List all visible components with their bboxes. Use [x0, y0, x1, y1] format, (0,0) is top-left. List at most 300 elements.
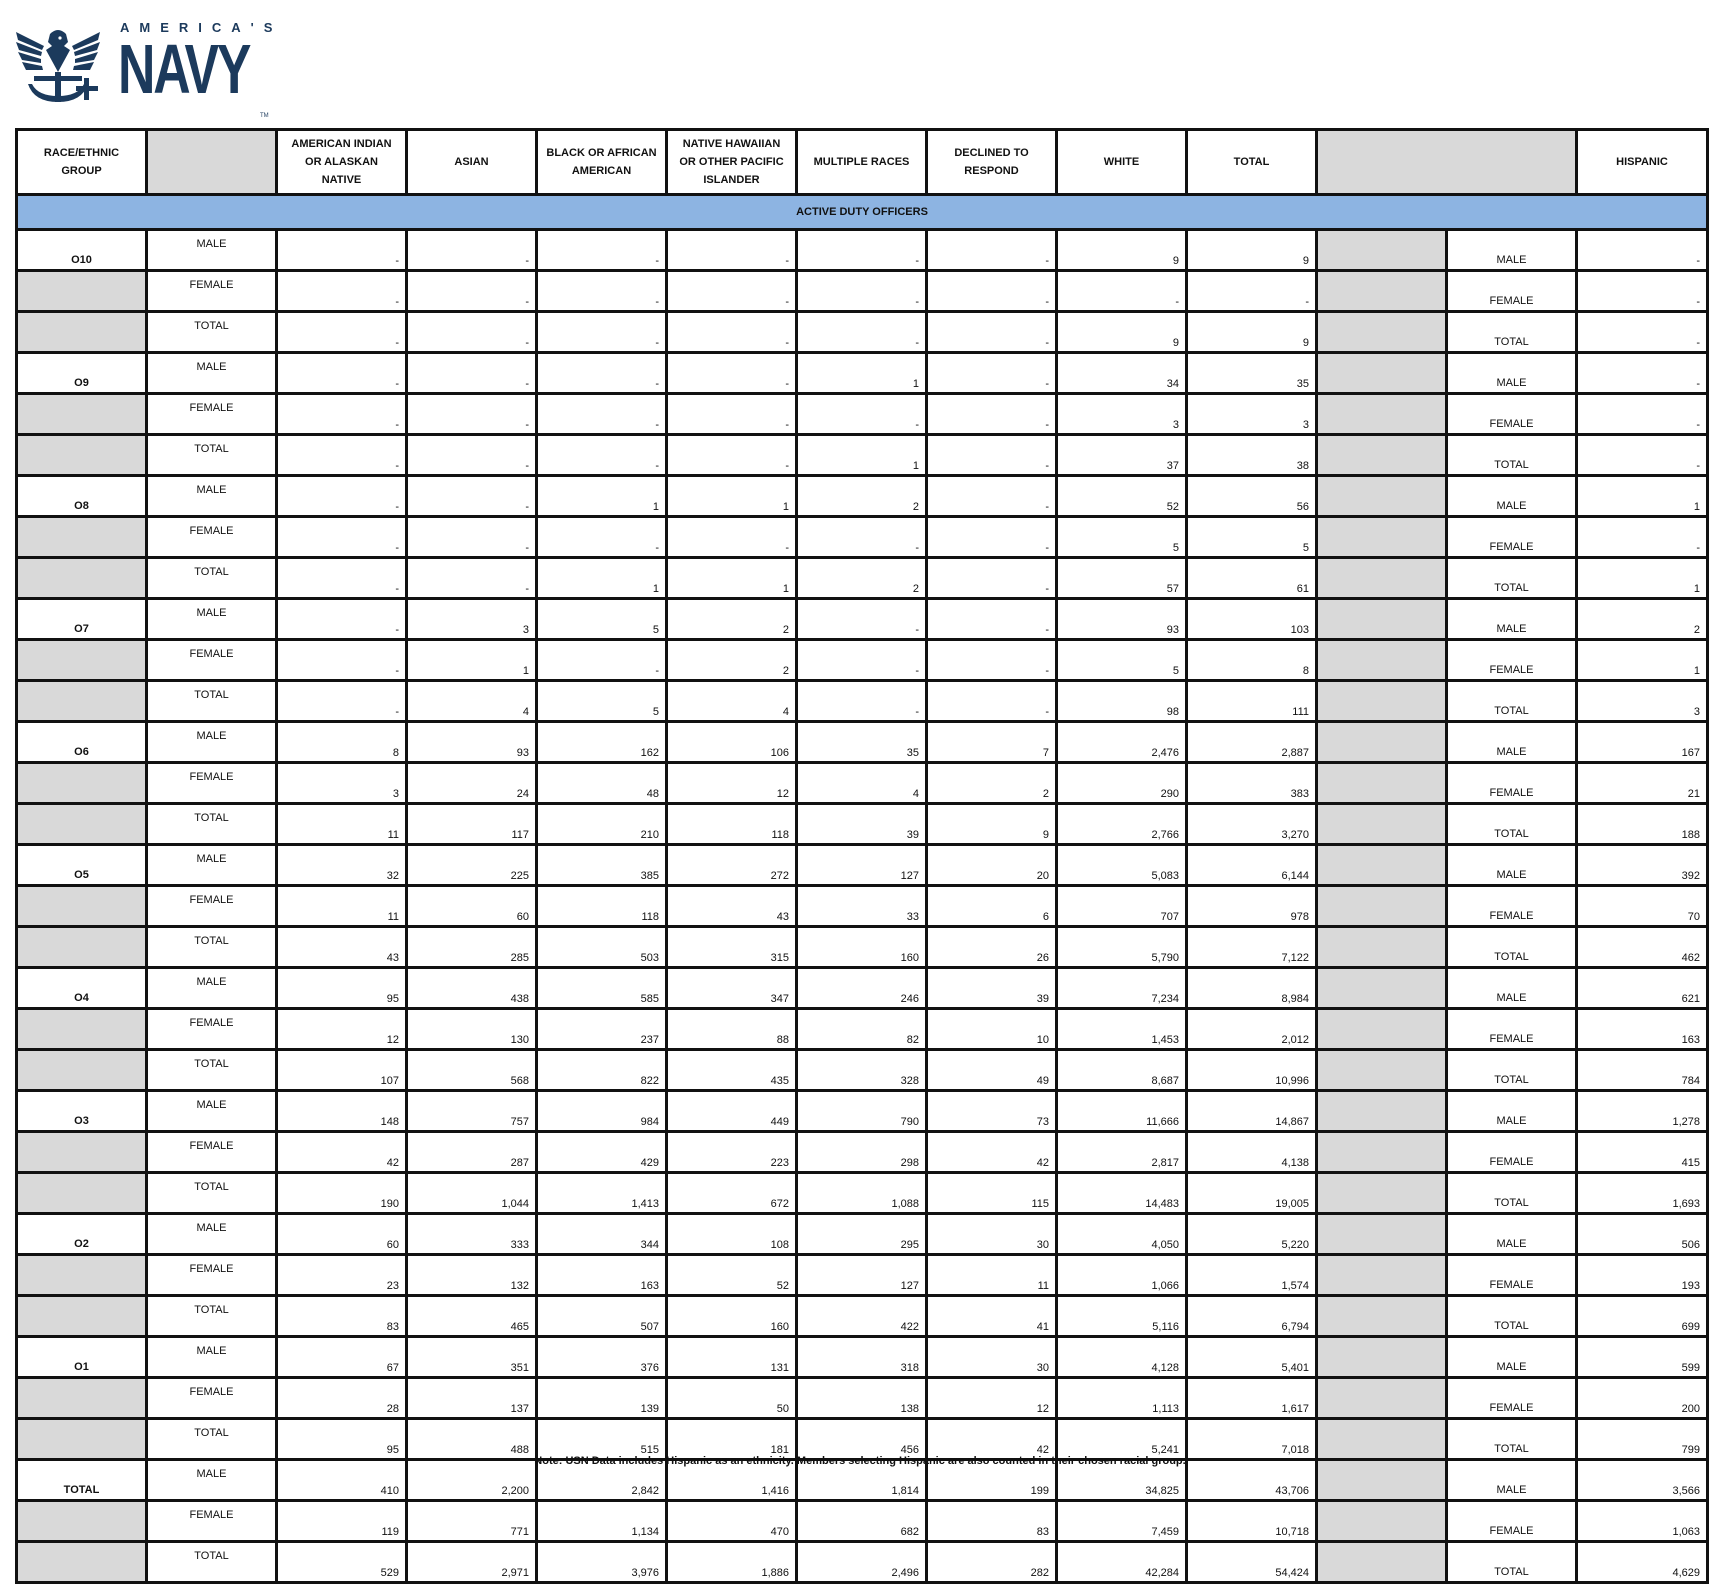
hispanic-sex-cell: FEMALE — [1447, 1501, 1577, 1542]
spacer-blank-cell — [1317, 1255, 1447, 1296]
hispanic-value-cell: 4,629 — [1577, 1542, 1708, 1583]
spacer-blank-cell — [1317, 599, 1447, 640]
sex-cell: TOTAL — [147, 927, 277, 968]
value-cell: 98 — [1057, 681, 1187, 722]
value-cell: 3 — [1187, 394, 1317, 435]
section-label: ACTIVE DUTY OFFICERS — [17, 195, 1708, 230]
value-cell: 3,270 — [1187, 804, 1317, 845]
value-cell: 351 — [407, 1337, 537, 1378]
value-cell: - — [927, 640, 1057, 681]
value-cell: - — [277, 599, 407, 640]
value-cell: 50 — [667, 1378, 797, 1419]
value-cell: 1,113 — [1057, 1378, 1187, 1419]
grade-blank-cell — [17, 1501, 147, 1542]
sex-cell: MALE — [147, 845, 277, 886]
value-cell: - — [407, 353, 537, 394]
spacer-blank-cell — [1317, 804, 1447, 845]
value-cell: - — [927, 681, 1057, 722]
value-cell: 2 — [667, 599, 797, 640]
sex-cell: TOTAL — [147, 1542, 277, 1583]
value-cell: 285 — [407, 927, 537, 968]
value-cell: 7,234 — [1057, 968, 1187, 1009]
value-cell: - — [927, 599, 1057, 640]
table-row — [17, 927, 1708, 968]
hispanic-value-cell: 1 — [1577, 640, 1708, 681]
grade-blank-cell — [17, 927, 147, 968]
table-row — [17, 1419, 1708, 1460]
value-cell: 376 — [537, 1337, 667, 1378]
table-row — [17, 558, 1708, 599]
hispanic-sex-cell: MALE — [1447, 599, 1577, 640]
value-cell: - — [537, 394, 667, 435]
table-row — [17, 681, 1708, 722]
grade-blank-cell — [17, 804, 147, 845]
table-row — [17, 312, 1708, 353]
value-cell: 2,496 — [797, 1542, 927, 1583]
sex-cell: FEMALE — [147, 1378, 277, 1419]
hispanic-value-cell: 462 — [1577, 927, 1708, 968]
header-blank — [147, 130, 277, 195]
value-cell: 160 — [667, 1296, 797, 1337]
spacer-blank-cell — [1317, 1009, 1447, 1050]
sex-cell: MALE — [147, 1460, 277, 1501]
value-cell: 190 — [277, 1173, 407, 1214]
value-cell: - — [407, 435, 537, 476]
value-cell: 822 — [537, 1050, 667, 1091]
value-cell: 160 — [797, 927, 927, 968]
value-cell: 42,284 — [1057, 1542, 1187, 1583]
grade-blank-cell — [17, 394, 147, 435]
grade-cell: O10 — [17, 230, 147, 271]
spacer-blank-cell — [1317, 230, 1447, 271]
value-cell: 26 — [927, 927, 1057, 968]
sex-cell: FEMALE — [147, 763, 277, 804]
header-blank-2 — [1317, 130, 1577, 195]
value-cell: 1,134 — [537, 1501, 667, 1542]
value-cell: - — [927, 394, 1057, 435]
value-cell: 7,459 — [1057, 1501, 1187, 1542]
value-cell: 1,886 — [667, 1542, 797, 1583]
value-cell: 10,996 — [1187, 1050, 1317, 1091]
value-cell: 5,790 — [1057, 927, 1187, 968]
grade-cell: O4 — [17, 968, 147, 1009]
hispanic-sex-cell: FEMALE — [1447, 1009, 1577, 1050]
value-cell: 344 — [537, 1214, 667, 1255]
value-cell: 93 — [407, 722, 537, 763]
grade-blank-cell — [17, 1542, 147, 1583]
value-cell: 295 — [797, 1214, 927, 1255]
value-cell: 9 — [1057, 312, 1187, 353]
value-cell: 237 — [537, 1009, 667, 1050]
hispanic-value-cell: 784 — [1577, 1050, 1708, 1091]
value-cell: 7,018 — [1187, 1419, 1317, 1460]
value-cell: - — [277, 312, 407, 353]
hispanic-sex-cell: TOTAL — [1447, 804, 1577, 845]
demographics-table — [15, 128, 1709, 1584]
value-cell: - — [277, 230, 407, 271]
value-cell: 707 — [1057, 886, 1187, 927]
value-cell: - — [797, 271, 927, 312]
hispanic-sex-cell: MALE — [1447, 1214, 1577, 1255]
grade-blank-cell — [17, 517, 147, 558]
value-cell: 1,413 — [537, 1173, 667, 1214]
table-row — [17, 968, 1708, 1009]
sex-cell: TOTAL — [147, 1050, 277, 1091]
value-cell: 2,766 — [1057, 804, 1187, 845]
value-cell: - — [407, 271, 537, 312]
table-row — [17, 1337, 1708, 1378]
logo-wordmark: NAVY — [118, 30, 250, 108]
value-cell: - — [537, 271, 667, 312]
spacer-blank-cell — [1317, 1214, 1447, 1255]
value-cell: 42 — [927, 1132, 1057, 1173]
value-cell: 30 — [927, 1337, 1057, 1378]
hispanic-sex-cell: FEMALE — [1447, 271, 1577, 312]
table-row — [17, 353, 1708, 394]
value-cell: 118 — [667, 804, 797, 845]
sex-cell: FEMALE — [147, 271, 277, 312]
value-cell: 503 — [537, 927, 667, 968]
value-cell: 48 — [537, 763, 667, 804]
sex-cell: TOTAL — [147, 558, 277, 599]
grade-blank-cell — [17, 640, 147, 681]
hispanic-value-cell: - — [1577, 517, 1708, 558]
value-cell: 11 — [927, 1255, 1057, 1296]
spacer-blank-cell — [1317, 927, 1447, 968]
value-cell: 282 — [927, 1542, 1057, 1583]
value-cell: 4 — [797, 763, 927, 804]
value-cell: 422 — [797, 1296, 927, 1337]
value-cell: 4,138 — [1187, 1132, 1317, 1173]
value-cell: 223 — [667, 1132, 797, 1173]
spacer-blank-cell — [1317, 722, 1447, 763]
sex-cell: TOTAL — [147, 804, 277, 845]
value-cell: 2,012 — [1187, 1009, 1317, 1050]
value-cell: 118 — [537, 886, 667, 927]
hispanic-sex-cell: FEMALE — [1447, 1378, 1577, 1419]
header-american-indian: AMERICAN INDIAN OR ALASKAN NATIVE — [277, 130, 407, 195]
value-cell: - — [667, 435, 797, 476]
hispanic-sex-cell: TOTAL — [1447, 1173, 1577, 1214]
value-cell: - — [667, 353, 797, 394]
value-cell: - — [797, 312, 927, 353]
hispanic-sex-cell: MALE — [1447, 1091, 1577, 1132]
hispanic-sex-cell: TOTAL — [1447, 1542, 1577, 1583]
value-cell: 95 — [277, 1419, 407, 1460]
grade-blank-cell — [17, 435, 147, 476]
sex-cell: TOTAL — [147, 1173, 277, 1214]
hispanic-sex-cell: FEMALE — [1447, 640, 1577, 681]
hispanic-value-cell: 1 — [1577, 558, 1708, 599]
value-cell: 790 — [797, 1091, 927, 1132]
value-cell: 1,814 — [797, 1460, 927, 1501]
value-cell: 10 — [927, 1009, 1057, 1050]
value-cell: 757 — [407, 1091, 537, 1132]
value-cell: - — [1057, 271, 1187, 312]
value-cell: 117 — [407, 804, 537, 845]
value-cell: 39 — [927, 968, 1057, 1009]
value-cell: 333 — [407, 1214, 537, 1255]
value-cell: 2,887 — [1187, 722, 1317, 763]
value-cell: - — [927, 476, 1057, 517]
grade-cell: O8 — [17, 476, 147, 517]
sex-cell: MALE — [147, 230, 277, 271]
table-row — [17, 476, 1708, 517]
table-row — [17, 845, 1708, 886]
value-cell: - — [277, 517, 407, 558]
table-row — [17, 1296, 1708, 1337]
hispanic-value-cell: - — [1577, 271, 1708, 312]
value-cell: 93 — [1057, 599, 1187, 640]
spacer-blank-cell — [1317, 886, 1447, 927]
value-cell: 23 — [277, 1255, 407, 1296]
sex-cell: FEMALE — [147, 1501, 277, 1542]
spacer-blank-cell — [1317, 1501, 1447, 1542]
spacer-blank-cell — [1317, 968, 1447, 1009]
value-cell: - — [277, 353, 407, 394]
value-cell: 1 — [537, 476, 667, 517]
hispanic-sex-cell: MALE — [1447, 1337, 1577, 1378]
value-cell: 210 — [537, 804, 667, 845]
value-cell: 33 — [797, 886, 927, 927]
value-cell: 7 — [927, 722, 1057, 763]
hispanic-sex-cell: TOTAL — [1447, 1050, 1577, 1091]
value-cell: 290 — [1057, 763, 1187, 804]
value-cell: 49 — [927, 1050, 1057, 1091]
value-cell: 28 — [277, 1378, 407, 1419]
value-cell: 568 — [407, 1050, 537, 1091]
spacer-blank-cell — [1317, 763, 1447, 804]
sex-cell: MALE — [147, 1337, 277, 1378]
navy-logo — [14, 20, 283, 119]
value-cell: - — [537, 312, 667, 353]
value-cell: 5,083 — [1057, 845, 1187, 886]
spacer-blank-cell — [1317, 1542, 1447, 1583]
value-cell: - — [927, 435, 1057, 476]
spacer-blank-cell — [1317, 681, 1447, 722]
value-cell: 5 — [1187, 517, 1317, 558]
value-cell: - — [797, 640, 927, 681]
value-cell: 52 — [667, 1255, 797, 1296]
footnote: Note: USN Data includes Hispanic as an ethnicity. Members selecting Hispanic are also counted in their chosen racial group. — [534, 1455, 1186, 1467]
value-cell: 6,794 — [1187, 1296, 1317, 1337]
value-cell: 9 — [1187, 312, 1317, 353]
value-cell: 8,984 — [1187, 968, 1317, 1009]
value-cell: 127 — [797, 845, 927, 886]
spacer-blank-cell — [1317, 476, 1447, 517]
hispanic-value-cell: 3,566 — [1577, 1460, 1708, 1501]
hispanic-sex-cell: TOTAL — [1447, 558, 1577, 599]
value-cell: 4,128 — [1057, 1337, 1187, 1378]
value-cell: 515 — [537, 1419, 667, 1460]
value-cell: 37 — [1057, 435, 1187, 476]
value-cell: 347 — [667, 968, 797, 1009]
sex-cell: MALE — [147, 599, 277, 640]
value-cell: - — [407, 312, 537, 353]
sex-cell: TOTAL — [147, 1419, 277, 1460]
header-white: WHITE — [1057, 130, 1187, 195]
value-cell: 3 — [407, 599, 537, 640]
value-cell: 1 — [667, 558, 797, 599]
value-cell: 410 — [277, 1460, 407, 1501]
value-cell: - — [537, 435, 667, 476]
value-cell: 1 — [797, 353, 927, 394]
value-cell: - — [797, 394, 927, 435]
value-cell: 1,453 — [1057, 1009, 1187, 1050]
value-cell: 5 — [1057, 640, 1187, 681]
sex-cell: FEMALE — [147, 640, 277, 681]
demographics-table-container — [15, 128, 1706, 1584]
hispanic-value-cell: 3 — [1577, 681, 1708, 722]
value-cell: 287 — [407, 1132, 537, 1173]
header-black: BLACK OR AFRICAN AMERICAN — [537, 130, 667, 195]
value-cell: 19,005 — [1187, 1173, 1317, 1214]
value-cell: 35 — [797, 722, 927, 763]
value-cell: 585 — [537, 968, 667, 1009]
table-row — [17, 1255, 1708, 1296]
header-total: TOTAL — [1187, 130, 1317, 195]
sex-cell: MALE — [147, 1091, 277, 1132]
value-cell: 3,976 — [537, 1542, 667, 1583]
value-cell: 8 — [277, 722, 407, 763]
value-cell: - — [927, 517, 1057, 558]
sex-cell: TOTAL — [147, 681, 277, 722]
value-cell: - — [667, 517, 797, 558]
value-cell: 1 — [537, 558, 667, 599]
grade-blank-cell — [17, 763, 147, 804]
hispanic-value-cell: 167 — [1577, 722, 1708, 763]
value-cell: 225 — [407, 845, 537, 886]
value-cell: 6,144 — [1187, 845, 1317, 886]
spacer-blank-cell — [1317, 1419, 1447, 1460]
value-cell: 5,241 — [1057, 1419, 1187, 1460]
grade-blank-cell — [17, 1419, 147, 1460]
value-cell: - — [1187, 271, 1317, 312]
value-cell: - — [927, 271, 1057, 312]
value-cell: 5 — [1057, 517, 1187, 558]
sex-cell: MALE — [147, 1214, 277, 1255]
header-native-hawaiian: NATIVE HAWAIIAN OR OTHER PACIFIC ISLANDER — [667, 130, 797, 195]
value-cell: 4,050 — [1057, 1214, 1187, 1255]
value-cell: - — [537, 517, 667, 558]
value-cell: - — [797, 517, 927, 558]
grade-blank-cell — [17, 1173, 147, 1214]
value-cell: 130 — [407, 1009, 537, 1050]
value-cell: 60 — [407, 886, 537, 927]
table-row — [17, 1173, 1708, 1214]
value-cell: 1,044 — [407, 1173, 537, 1214]
value-cell: 32 — [277, 845, 407, 886]
header-asian: ASIAN — [407, 130, 537, 195]
grade-blank-cell — [17, 1132, 147, 1173]
hispanic-sex-cell: TOTAL — [1447, 435, 1577, 476]
value-cell: 529 — [277, 1542, 407, 1583]
value-cell: - — [537, 640, 667, 681]
logo-tagline: AMERICA'S — [120, 20, 283, 35]
value-cell: 438 — [407, 968, 537, 1009]
table-row — [17, 599, 1708, 640]
value-cell: 119 — [277, 1501, 407, 1542]
value-cell: 34 — [1057, 353, 1187, 394]
value-cell: 7,122 — [1187, 927, 1317, 968]
value-cell: 162 — [537, 722, 667, 763]
value-cell: 138 — [797, 1378, 927, 1419]
value-cell: 1,088 — [797, 1173, 927, 1214]
value-cell: 137 — [407, 1378, 537, 1419]
value-cell: 435 — [667, 1050, 797, 1091]
value-cell: 14,867 — [1187, 1091, 1317, 1132]
value-cell: 2,200 — [407, 1460, 537, 1501]
table-row — [17, 1091, 1708, 1132]
sex-cell: TOTAL — [147, 312, 277, 353]
spacer-blank-cell — [1317, 1378, 1447, 1419]
value-cell: 103 — [1187, 599, 1317, 640]
value-cell: 246 — [797, 968, 927, 1009]
table-row — [17, 1214, 1708, 1255]
sex-cell: MALE — [147, 353, 277, 394]
value-cell: - — [667, 230, 797, 271]
value-cell: - — [277, 640, 407, 681]
value-cell: - — [667, 271, 797, 312]
grade-blank-cell — [17, 1050, 147, 1091]
table-row — [17, 1050, 1708, 1091]
value-cell: 107 — [277, 1050, 407, 1091]
value-cell: 298 — [797, 1132, 927, 1173]
hispanic-sex-cell: MALE — [1447, 476, 1577, 517]
hispanic-sex-cell: MALE — [1447, 845, 1577, 886]
value-cell: 385 — [537, 845, 667, 886]
value-cell: 43,706 — [1187, 1460, 1317, 1501]
hispanic-value-cell: 163 — [1577, 1009, 1708, 1050]
hispanic-value-cell: 70 — [1577, 886, 1708, 927]
value-cell: 10,718 — [1187, 1501, 1317, 1542]
value-cell: 2 — [797, 476, 927, 517]
spacer-blank-cell — [1317, 435, 1447, 476]
table-body — [17, 195, 1708, 1583]
value-cell: 2,476 — [1057, 722, 1187, 763]
sex-cell: FEMALE — [147, 394, 277, 435]
value-cell: 8,687 — [1057, 1050, 1187, 1091]
value-cell: 43 — [277, 927, 407, 968]
value-cell: 984 — [537, 1091, 667, 1132]
value-cell: 2 — [667, 640, 797, 681]
spacer-blank-cell — [1317, 1050, 1447, 1091]
table-row — [17, 1501, 1708, 1542]
value-cell: 318 — [797, 1337, 927, 1378]
value-cell: 383 — [1187, 763, 1317, 804]
hispanic-sex-cell: TOTAL — [1447, 1296, 1577, 1337]
value-cell: - — [667, 312, 797, 353]
value-cell: - — [407, 394, 537, 435]
hispanic-sex-cell: TOTAL — [1447, 927, 1577, 968]
value-cell: - — [537, 230, 667, 271]
value-cell: - — [797, 599, 927, 640]
value-cell: 6 — [927, 886, 1057, 927]
sex-cell: MALE — [147, 968, 277, 1009]
spacer-blank-cell — [1317, 1173, 1447, 1214]
hispanic-sex-cell: FEMALE — [1447, 394, 1577, 435]
value-cell: 488 — [407, 1419, 537, 1460]
value-cell: 11,666 — [1057, 1091, 1187, 1132]
spacer-blank-cell — [1317, 517, 1447, 558]
hispanic-value-cell: 1,063 — [1577, 1501, 1708, 1542]
spacer-blank-cell — [1317, 271, 1447, 312]
value-cell: 52 — [1057, 476, 1187, 517]
value-cell: 132 — [407, 1255, 537, 1296]
value-cell: 682 — [797, 1501, 927, 1542]
grade-cell: O7 — [17, 599, 147, 640]
value-cell: 8 — [1187, 640, 1317, 681]
